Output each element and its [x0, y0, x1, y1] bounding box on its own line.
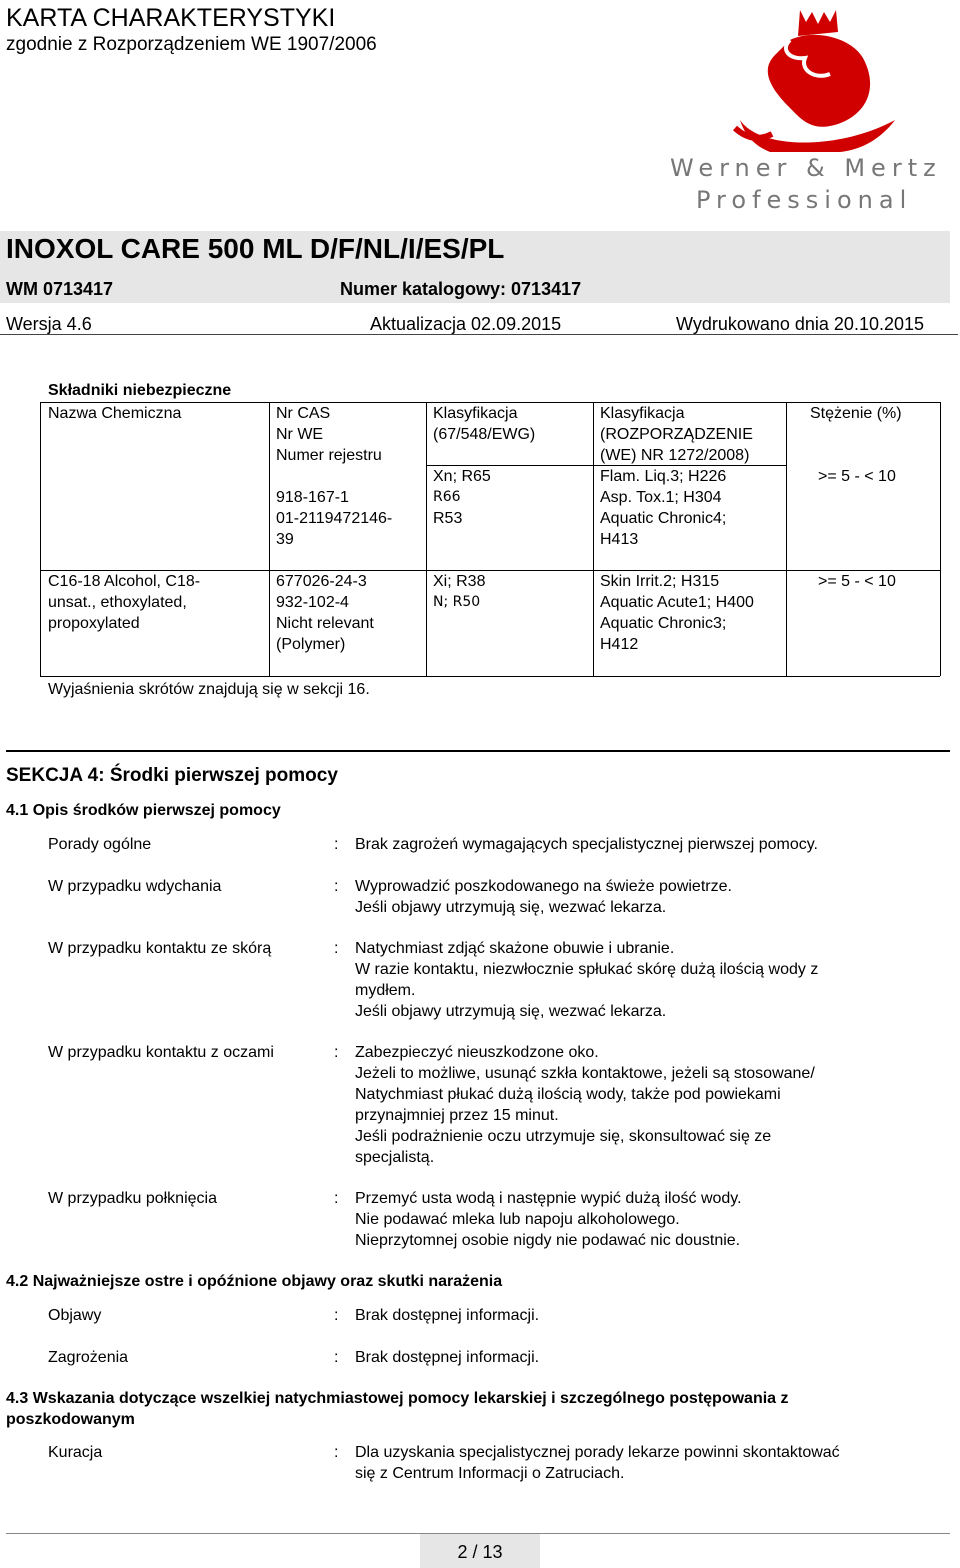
row2-class-new: Skin Irrit.2; H315 Aquatic Acute1; H400 Aquatic Chronic3; H412: [600, 573, 754, 653]
ingredients-table: [40, 402, 940, 676]
skin-contact-value: Natychmiast zdjąć skażone obuwie i ubranie. W razie kontaktu, niezwłocznie spłukać skórę dużą ilością wody z mydłem. Jeśli objawy utrzymują się, wezwać lekarza.: [355, 940, 819, 1020]
header-divider: [0, 334, 958, 335]
subsection-4-3-title: 4.3 Wskazania dotyczące wszelkiej natychmiastowej pomocy lekarskiej i szczególnego postępowania z poszkodowanym: [6, 1390, 789, 1428]
catalog-number: Numer katalogowy: 0713417: [340, 279, 582, 299]
treatment-value: Dla uzyskania specjalistycznej porady lekarze powinni skontaktować się z Centrum Informacji o Zatruciach.: [355, 1444, 840, 1482]
row2-concentration: >= 5 - < 10: [818, 573, 896, 590]
general-advice-label: Porady ogólne: [48, 836, 152, 853]
treatment-label: Kuracja: [48, 1444, 103, 1461]
update-date: Aktualizacja 02.09.2015: [370, 314, 562, 334]
ingredients-title: Składniki niebezpieczne: [48, 382, 232, 399]
frog-mark-icon: [735, 10, 895, 152]
col-concentration-header: Stężenie (%): [810, 405, 902, 422]
row2-class-old: Xi; R38 N; R50: [433, 573, 486, 610]
eye-contact-value: Zabezpieczyć nieuszkodzone oko. Jeżeli to możliwe, usunąć szkła kontaktowe, jeżeli są stosowane/ Natychmiast płukać dużą ilością wody, także pod powiekami przynajmniej przez 15 minut. Jeśli podrażnienie oczu utrzymuje się, skonsultować się ze specjalistą.: [355, 1044, 815, 1166]
inhalation-label: W przypadku wdychania: [48, 878, 222, 895]
inhalation-value: Wyprowadzić poszkodowanego na świeże powietrze. Jeśli objawy utrzymują się, wezwać lekarza.: [355, 878, 732, 916]
subsection-4-2-title: 4.2 Najważniejsze ostre i opóźnione objawy oraz skutki narażenia: [6, 1273, 503, 1290]
general-advice-value: Brak zagrożeń wymagających specjalistycznej pierwszej pomocy.: [355, 836, 818, 853]
colon: :: [334, 1044, 339, 1061]
colon: :: [334, 878, 339, 895]
page-number: 2 / 13: [457, 1542, 503, 1562]
skin-contact-label: W przypadku kontaktu ze skórą: [48, 940, 272, 957]
row1-class-old: Xn; R65 R66 R53: [433, 468, 491, 527]
colon: :: [334, 940, 339, 957]
subsection-4-1-title: 4.1 Opis środków pierwszej pomocy: [6, 802, 281, 819]
abbreviations-note: Wyjaśnienia skrótów znajdują się w sekcji 16.: [48, 681, 370, 698]
row2-ids: 677026-24-3 932-102-4 Nicht relevant (Polymer): [276, 573, 374, 653]
document-subtitle: zgodnie z Rozporządzeniem WE 1907/2006: [6, 34, 377, 55]
ingestion-label: W przypadku połknięcia: [48, 1190, 217, 1207]
eye-contact-label: W przypadku kontaktu z oczami: [48, 1044, 274, 1061]
row1-class-new: Flam. Liq.3; H226 Asp. Tox.1; H304 Aquatic Chronic4; H413: [600, 468, 727, 548]
wm-number: WM 0713417: [6, 279, 114, 299]
section4-title: SEKCJA 4: Środki pierwszej pomocy: [6, 765, 338, 786]
col-class-old-header: Klasyfikacja (67/548/EWG): [433, 405, 536, 443]
row2-name: C16-18 Alcohol, C18- unsat., ethoxylated, propoxylated: [48, 573, 201, 632]
print-date: Wydrukowano dnia 20.10.2015: [676, 314, 925, 334]
row1-concentration: >= 5 - < 10: [818, 468, 896, 485]
colon: :: [334, 836, 339, 853]
colon: :: [334, 1444, 339, 1461]
version: Wersja 4.6: [6, 314, 92, 334]
hazards-value: Brak dostępnej informacji.: [355, 1349, 540, 1366]
hazards-label: Zagrożenia: [48, 1349, 129, 1366]
colon: :: [334, 1349, 339, 1366]
logo-wordmark-bottom: Professional: [696, 186, 913, 214]
symptoms-label: Objawy: [48, 1307, 102, 1324]
col-ids-header: Nr CAS Nr WE Numer rejestru: [276, 405, 382, 464]
col-class-new-header: Klasyfikacja (ROZPORZĄDZENIE (WE) NR 1272/2008): [600, 405, 753, 464]
colon: :: [334, 1307, 339, 1324]
product-name: INOXOL CARE 500 ML D/F/NL/I/ES/PL: [6, 233, 505, 264]
row1-ids: 918-167-1 01-2119472146- 39: [276, 489, 393, 548]
col-name-header: Nazwa Chemiczna: [48, 405, 182, 422]
section-divider: [6, 750, 950, 752]
colon: :: [334, 1190, 339, 1207]
logo-wordmark-top: Werner & Mertz: [670, 154, 942, 182]
werner-mertz-logo: [640, 0, 960, 220]
document-title: KARTA CHARAKTERYSTYKI: [6, 4, 336, 32]
symptoms-value: Brak dostępnej informacji.: [355, 1307, 540, 1324]
ingestion-value: Przemyć usta wodą i następnie wypić dużą ilość wody. Nie podawać mleka lub napoju alkoholowego. Nieprzytomnej osobie nigdy nie podawać nic doustnie.: [355, 1190, 742, 1249]
